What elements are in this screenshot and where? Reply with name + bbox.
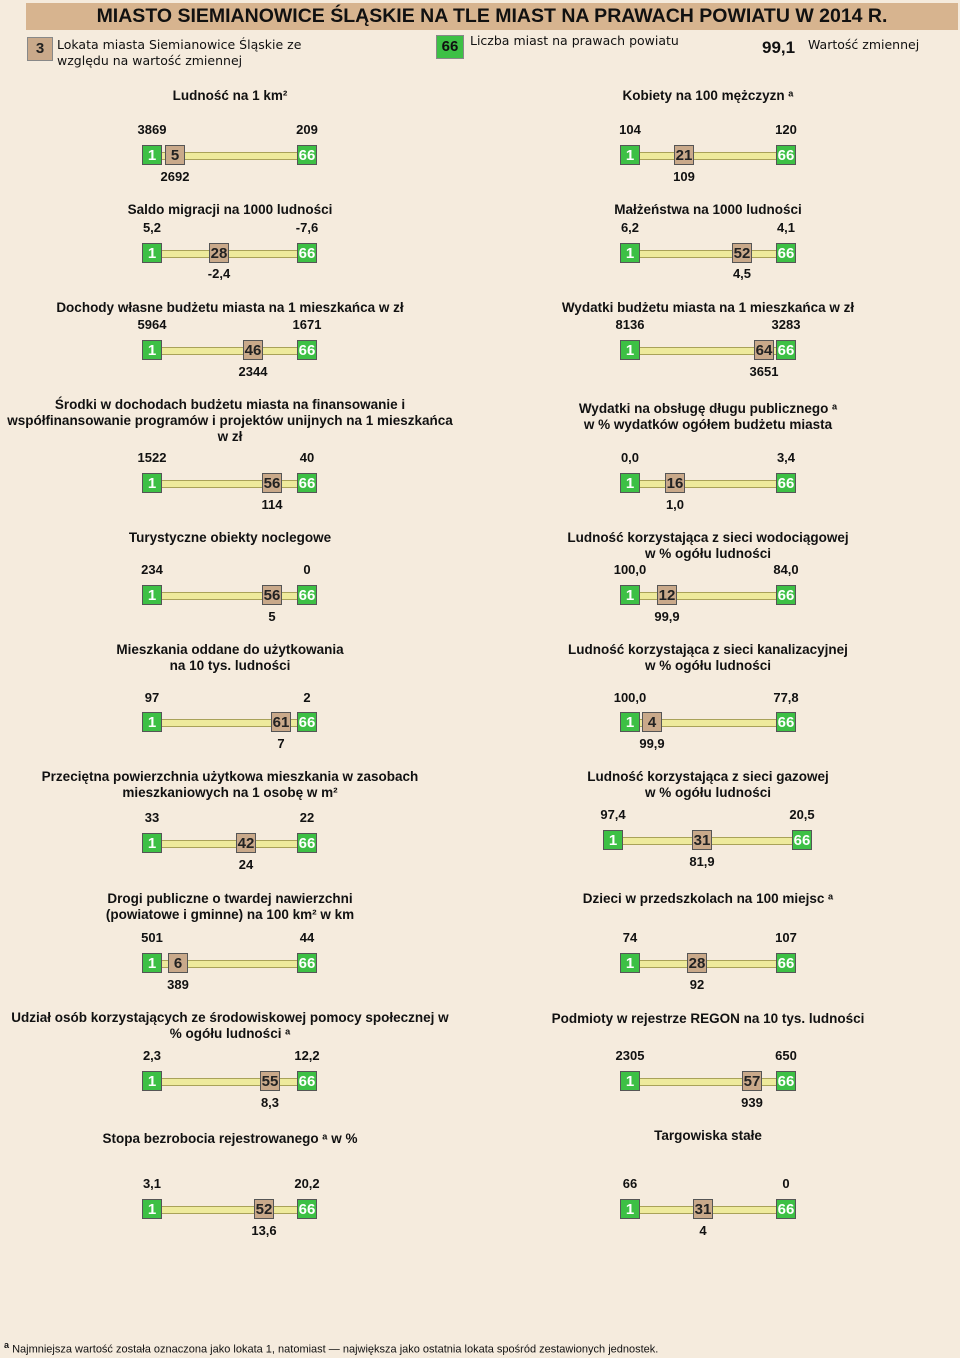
indicator-title-line: mieszkaniowych na 1 osobę w m²	[122, 785, 338, 800]
city-value: 109	[673, 169, 695, 184]
first-value: 97,4	[600, 807, 626, 822]
indicator-title-line: % ogółu ludności ᵃ	[169, 1026, 291, 1041]
indicator-title-line: Wydatki na obsługę długu publicznego ᵃ	[578, 401, 838, 416]
first-rank-box: 1	[142, 712, 162, 732]
first-rank-box: 1	[620, 145, 640, 165]
first-rank-box: 1	[620, 473, 640, 493]
city-rank-box: 64	[755, 342, 773, 359]
first-rank-box: 1	[603, 830, 623, 850]
last-value: 77,8	[773, 690, 799, 705]
indicator-title	[0, 202, 460, 218]
last-value: 12,2	[294, 1048, 320, 1063]
last-value: 0	[303, 562, 311, 577]
city-value: 24	[238, 857, 254, 872]
last-value: 1671	[292, 317, 322, 332]
indicator-bar	[630, 480, 786, 488]
last-rank-box: 66	[298, 475, 316, 492]
indicator-title-line: Kobiety na 100 mężczyzn ᵃ	[622, 88, 794, 103]
city-value: 81,9	[689, 854, 715, 869]
footnote	[4, 1340, 658, 1356]
last-rank-box: 66	[777, 1073, 795, 1090]
last-value: 22	[299, 810, 315, 825]
last-value: 20,5	[789, 807, 815, 822]
indicator-title	[478, 88, 938, 104]
city-rank-box: 31	[694, 1201, 712, 1218]
indicator-bar	[152, 840, 307, 848]
legend-count-text: Liczba miast na prawach powiatu	[470, 33, 679, 48]
indicator-title-line: w % wydatków ogółem budżetu miasta	[583, 417, 833, 432]
indicator-title	[0, 769, 460, 801]
last-rank-box: 66	[298, 1073, 316, 1090]
last-value: 120	[775, 122, 797, 137]
city-value: 389	[167, 977, 189, 992]
first-rank-box: 1	[620, 712, 640, 732]
indicator-title	[0, 300, 460, 316]
last-value: 40	[299, 450, 315, 465]
city-rank-box: 42	[237, 835, 255, 852]
city-value: 1,0	[665, 497, 685, 512]
indicator-title-line: Ludność korzystająca z sieci kanalizacyjnej	[568, 642, 848, 657]
last-value: 84,0	[773, 562, 799, 577]
indicator-title	[0, 891, 460, 923]
indicator-title-line: Ludność korzystająca z sieci wodociągowej	[567, 530, 849, 545]
indicator-bar	[152, 1206, 307, 1214]
last-rank-box: 66	[777, 245, 795, 262]
indicator-title	[0, 1010, 460, 1042]
indicator-title	[478, 1128, 938, 1144]
indicator-bar	[630, 1078, 786, 1086]
last-value: 3,4	[776, 450, 796, 465]
legend-rank-text-line2: względu na wartość zmiennej	[57, 53, 243, 68]
first-value: 104	[619, 122, 641, 137]
city-rank-box: 4	[642, 712, 662, 732]
first-rank-box: 1	[620, 1199, 640, 1219]
city-value: 92	[689, 977, 705, 992]
last-value: -7,6	[295, 220, 319, 235]
first-rank-box: 1	[142, 953, 162, 973]
indicator-title-line: Wydatki budżetu miasta na 1 mieszkańca w zł	[561, 300, 855, 315]
city-rank-box: 52	[733, 245, 751, 262]
first-rank-box: 1	[620, 953, 640, 973]
first-value: 3,1	[142, 1176, 162, 1191]
last-rank-box: 66	[298, 714, 316, 731]
city-value: 13,6	[251, 1223, 277, 1238]
first-value: 501	[141, 930, 163, 945]
last-rank-box: 66	[298, 342, 316, 359]
city-value: -2,4	[207, 266, 231, 281]
indicator-title-line: współfinansowanie programów i projektów unijnych na 1 mieszkańca	[7, 413, 453, 428]
city-rank-box: 56	[263, 475, 281, 492]
first-rank-box: 1	[142, 1071, 162, 1091]
city-value: 5	[268, 609, 276, 624]
last-value: 650	[775, 1048, 797, 1063]
last-rank-box: 66	[777, 147, 795, 164]
last-rank-box: 66	[298, 1201, 316, 1218]
last-value: 4,1	[776, 220, 796, 235]
first-rank-box: 1	[142, 585, 162, 605]
indicator-title-line: Podmioty w rejestrze REGON na 10 tys. ludności	[551, 1011, 865, 1026]
first-value: 66	[622, 1176, 638, 1191]
city-value: 114	[261, 497, 283, 512]
city-rank-box: 52	[255, 1201, 273, 1218]
indicator-title	[0, 88, 460, 104]
last-value: 2	[303, 690, 311, 705]
indicator-title-line: w % ogółu ludności	[645, 785, 771, 800]
indicator-title-line: Saldo migracji na 1000 ludności	[127, 202, 333, 217]
indicator-title-line: Przeciętna powierzchnia użytkowa mieszkania w zasobach	[41, 769, 419, 784]
indicator-title-line: w % ogółu ludności	[645, 658, 771, 673]
first-value: 100,0	[613, 562, 647, 577]
last-rank-box: 66	[777, 714, 795, 731]
city-rank-box: 56	[263, 587, 281, 604]
indicator-title	[478, 202, 938, 218]
city-rank-box: 5	[165, 145, 185, 165]
first-rank-box: 1	[142, 340, 162, 360]
first-rank-box: 1	[142, 243, 162, 263]
last-rank-box: 66	[777, 587, 795, 604]
first-rank-box: 1	[142, 473, 162, 493]
city-rank-box: 46	[244, 342, 262, 359]
last-rank-box: 66	[298, 587, 316, 604]
indicator-title-line: Małżeństwa na 1000 ludności	[614, 202, 802, 217]
indicator-bar	[152, 1078, 307, 1086]
legend-value-text: Wartość zmiennej	[808, 37, 920, 52]
indicator-title-line: Dzieci w przedszkolach na 100 miejsc ᵃ	[582, 891, 834, 906]
city-value: 99,9	[639, 736, 665, 751]
last-rank-box: 66	[793, 832, 811, 849]
legend-rank-box: 3	[27, 37, 53, 61]
city-rank-box: 57	[743, 1073, 761, 1090]
city-value: 3651	[749, 364, 779, 379]
last-value: 3283	[771, 317, 801, 332]
indicator-title	[478, 769, 938, 801]
indicator-bar	[630, 592, 786, 600]
first-rank-box: 1	[142, 145, 162, 165]
footnote-text: Najmniejsza wartość została oznaczona jako lokata 1, natomiast — największa jako ostatnia lokata spośród zestawionych jednostek.	[9, 1343, 659, 1356]
city-value: 939	[741, 1095, 763, 1110]
last-rank-box: 66	[298, 835, 316, 852]
indicator-title-line: w % ogółu ludności	[645, 546, 771, 561]
first-value: 100,0	[613, 690, 647, 705]
indicator-title-line: w zł	[217, 429, 243, 444]
first-value: 2,3	[142, 1048, 162, 1063]
city-rank-box: 12	[658, 587, 676, 604]
city-value: 4,5	[732, 266, 752, 281]
first-rank-box: 1	[142, 1199, 162, 1219]
city-value: 2692	[160, 169, 190, 184]
first-value: 234	[141, 562, 163, 577]
first-value: 1522	[137, 450, 167, 465]
indicator-title-line: Środki w dochodach budżetu miasta na finansowanie i	[54, 397, 406, 412]
city-rank-box: 55	[261, 1073, 279, 1090]
last-value: 209	[296, 122, 318, 137]
indicator-title	[0, 1131, 460, 1147]
indicator-title	[478, 300, 938, 316]
city-rank-box: 61	[272, 714, 290, 731]
last-rank-box: 66	[298, 245, 316, 262]
indicator-bar	[152, 480, 307, 488]
last-rank-box: 66	[777, 1201, 795, 1218]
city-value: 2344	[238, 364, 268, 379]
legend-count-box: 66	[436, 35, 464, 59]
first-value: 97	[144, 690, 160, 705]
legend-rank-text-line1: Lokata miasta Siemianowice Śląskie ze	[57, 37, 302, 52]
indicator-bar	[152, 592, 307, 600]
legend-rank-text	[57, 37, 301, 69]
city-value: 99,9	[654, 609, 680, 624]
page-title: MIASTO SIEMIANOWICE ŚLĄSKIE NA TLE MIAST NA PRAWACH POWIATU W 2014 R.	[26, 3, 958, 30]
indicator-title	[0, 642, 460, 674]
first-value: 74	[622, 930, 638, 945]
last-rank-box: 66	[298, 147, 316, 164]
city-rank-box: 6	[168, 953, 188, 973]
last-value: 44	[299, 930, 315, 945]
city-rank-box: 31	[693, 832, 711, 849]
indicator-title-line: Udział osób korzystających ze środowiskowej pomocy społecznej w	[11, 1010, 449, 1025]
first-rank-box: 1	[620, 340, 640, 360]
indicator-title	[478, 401, 938, 433]
last-rank-box: 66	[777, 342, 795, 359]
first-rank-box: 1	[620, 243, 640, 263]
first-value: 2305	[615, 1048, 645, 1063]
city-value: 8,3	[260, 1095, 280, 1110]
last-value: 0	[782, 1176, 790, 1191]
indicator-title-line: na 10 tys. ludności	[169, 658, 291, 673]
first-value: 8136	[615, 317, 645, 332]
indicator-title-line: Ludność na 1 km²	[172, 88, 288, 103]
first-value: 5,2	[142, 220, 162, 235]
first-value: 6,2	[620, 220, 640, 235]
last-rank-box: 66	[298, 955, 316, 972]
indicator-title-line: Drogi publiczne o twardej nawierzchni	[107, 891, 353, 906]
first-rank-box: 1	[620, 1071, 640, 1091]
indicator-title-line: Targowiska stałe	[654, 1128, 762, 1143]
indicator-bar	[630, 960, 786, 968]
indicator-title-line: Stopa bezrobocia rejestrowanego ᵃ w %	[102, 1131, 358, 1146]
indicator-bar	[630, 152, 786, 160]
first-rank-box: 1	[620, 585, 640, 605]
last-rank-box: 66	[777, 955, 795, 972]
legend-value-box: 99,1	[762, 38, 796, 57]
first-rank-box: 1	[142, 833, 162, 853]
first-value: 0,0	[620, 450, 640, 465]
last-rank-box: 66	[777, 475, 795, 492]
indicator-title-line: Mieszkania oddane do użytkowania	[116, 642, 344, 657]
city-rank-box: 16	[666, 475, 684, 492]
first-value: 33	[144, 810, 160, 825]
footnote-marker: a	[4, 1340, 10, 1350]
indicator-title	[478, 891, 938, 907]
city-rank-box: 21	[675, 147, 693, 164]
indicator-title	[0, 530, 460, 546]
city-value: 7	[277, 736, 285, 751]
indicator-bar	[630, 250, 786, 258]
first-value: 5964	[137, 317, 167, 332]
indicator-title	[478, 530, 938, 562]
indicator-title	[478, 642, 938, 674]
indicator-title-line: (powiatowe i gminne) na 100 km² w km	[105, 907, 355, 922]
indicator-bar	[152, 347, 307, 355]
city-value: 4	[699, 1223, 707, 1238]
last-value: 20,2	[294, 1176, 320, 1191]
last-value: 107	[775, 930, 797, 945]
indicator-title-line: Ludność korzystająca z sieci gazowej	[587, 769, 829, 784]
first-value: 3869	[137, 122, 167, 137]
city-rank-box: 28	[688, 955, 706, 972]
indicator-title	[478, 1011, 938, 1027]
indicator-bar	[152, 250, 307, 258]
indicator-title	[0, 397, 460, 445]
indicator-title-line: Turystyczne obiekty noclegowe	[128, 530, 332, 545]
indicator-title-line: Dochody własne budżetu miasta na 1 mieszkańca w zł	[56, 300, 404, 315]
city-rank-box: 28	[210, 245, 228, 262]
